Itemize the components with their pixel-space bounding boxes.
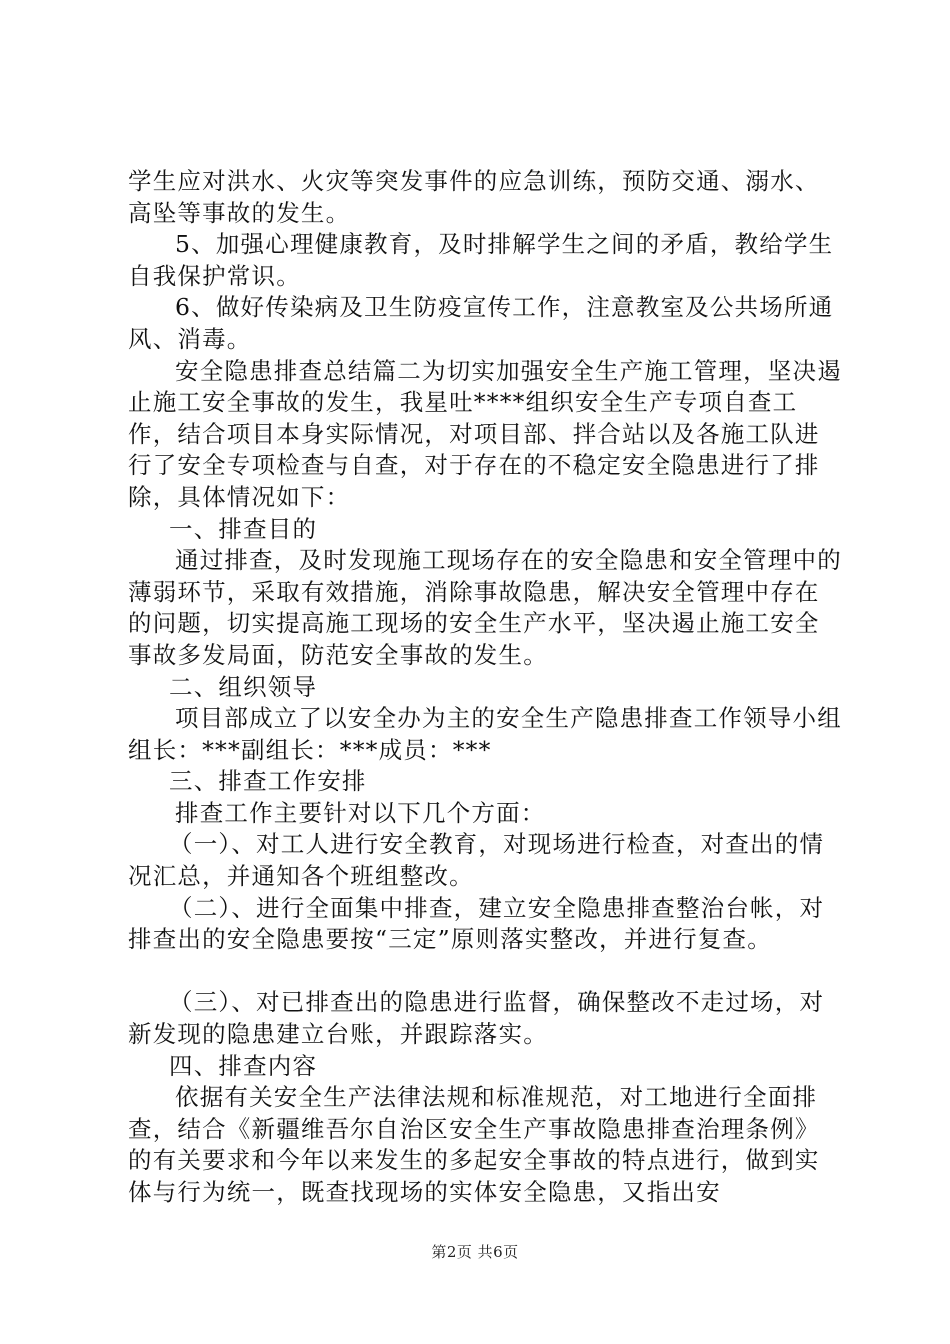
paragraph-1: 学生应对洪水、火灾等突发事件的应急训练，预防交通、溺水、高坠等事故的发生。: [128, 167, 820, 227]
paragraph-4: 安全隐患排查总结篇二为切实加强安全生产施工管理，坚决遏止施工安全事故的发生，我星吐****组织安全生产专项自查工作，结合项目本身实际情况，对项目部、拌合站以及各施工队进行了安全专项检查与自查，对于存在的不稳定安全隐患进行了排除，具体情况如下：: [128, 356, 842, 511]
paragraph-7: 排查工作主要针对以下几个方面：: [175, 798, 546, 827]
paragraph-6: 项目部成立了以安全办为主的安全生产隐患排查工作领导小组组长：***副组长：***成员：***: [128, 704, 842, 764]
blank-line: [128, 956, 844, 988]
paragraph-8: 依据有关安全生产法律法规和标准规范，对工地进行全面排查，结合《新疆维吾尔自治区安全生产事故隐患排查治理条例》的有关要求和今年以来发生的多起安全事故的特点进行，做到实体与行为统一，既查找现场的实体安全隐患，又指出安: [128, 1083, 820, 1206]
list-item-1: （一）、对工人进行安全教育，对现场进行检查，对查出的情况汇总，并通知各个班组整改。: [128, 830, 825, 891]
list-item-3: （三）、对已排查出的隐患进行监督，确保整改不走过场，对新发现的隐患建立台账，并跟踪落实。: [128, 988, 825, 1049]
document-body: [128, 166, 844, 1209]
heading-3: 三、排查工作安排: [169, 767, 367, 796]
heading-1: 一、排查目的: [169, 514, 318, 543]
paragraph-2: 5、加强心理健康教育，及时排解学生之间的矛盾，教给学生自我保护常识。: [128, 230, 834, 290]
paragraph-3: 6、做好传染病及卫生防疫宣传工作，注意教室及公共场所通风、消毒。: [128, 293, 834, 353]
page-footer: 第2页 共6页: [431, 1243, 519, 1261]
heading-2: 二、组织领导: [169, 672, 318, 701]
paragraph-5: 通过排查，及时发现施工现场存在的安全隐患和安全管理中的薄弱环节，采取有效措施，消除事故隐患，解决安全管理中存在的问题，切实提高施工现场的安全生产水平，坚决遏止施工安全事故多发局面，防范安全事故的发生。: [128, 546, 842, 669]
list-item-2: （二）、进行全面集中排查，建立安全隐患排查整治台帐，对排查出的安全隐患要按“三定”原则落实整改，并进行复查。: [128, 893, 825, 954]
heading-4: 四、排查内容: [169, 1051, 318, 1080]
